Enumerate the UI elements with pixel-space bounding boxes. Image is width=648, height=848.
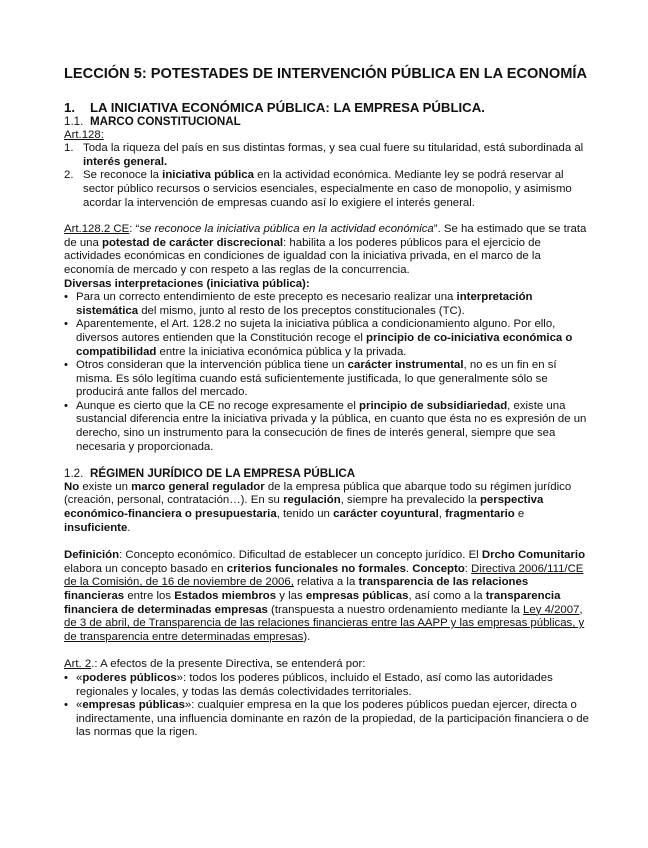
text: .: A efectos de la presente Directiva, se entenderá por: [91, 658, 366, 671]
text: . [405, 562, 413, 575]
text: : habilita a los poderes públicos para el ejercicio de actividades económicas en condiciones de igualdad con la iniciativa privada, en el marco de la economía de mercado y con respeto a las reglas de la concurrencia. [64, 236, 541, 276]
bold-text: perspectiva económico-financiera o presupuestaria [64, 494, 544, 521]
bold-text: carácter instrumental [347, 359, 464, 372]
bullet-icon: • [64, 291, 68, 304]
section-1-number: 1. [64, 100, 75, 115]
list-item [64, 318, 590, 359]
text: , así como a la [408, 590, 486, 602]
list-item [64, 400, 590, 454]
section-1-heading [64, 100, 590, 115]
text: entre los [124, 590, 175, 602]
bold-text: empresas públicas [82, 699, 185, 712]
bold-text: transparencia financiera de determinadas empresas [64, 590, 561, 616]
section-1-1-heading [64, 115, 590, 129]
art-128-list [64, 142, 590, 210]
text: , siempre ha prevalecido la [340, 494, 480, 507]
text: . [127, 521, 131, 534]
text: , [438, 508, 446, 521]
text: del mismo, junto al resto de los preceptos constitucionales (TC). [138, 304, 465, 317]
bold-text: carácter coyuntural [333, 508, 439, 521]
bold-text: criterios funcionales no formales [226, 562, 406, 575]
text: entre la iniciativa económica pública y la privada. [156, 345, 407, 358]
link-text: Directiva 2006/111/CE de la Comisión, de 16 de noviembre de 2006, [64, 562, 584, 589]
bold-text: Definición [64, 549, 120, 562]
bold-text: potestad de carácter discrecional [102, 236, 284, 249]
art-128-item-1 [64, 142, 590, 169]
art-128-item-2 [64, 169, 590, 210]
interpretations-list [64, 291, 590, 454]
text: elabora un concepto basado en [64, 562, 227, 575]
bullet-icon: • [64, 318, 68, 331]
text: « [76, 671, 83, 684]
bold-text: transparencia de las relaciones financieras [64, 576, 529, 602]
text: : “ [129, 223, 140, 236]
section-1-2-heading [64, 467, 590, 481]
bold-text: Drcho Comunitario [481, 549, 586, 562]
list-item [64, 291, 590, 318]
bold-text: empresas públicas [305, 590, 409, 602]
bold-text: principio de subsidiariedad [359, 399, 508, 412]
bullet-icon: • [64, 671, 68, 684]
item-number: 1. [64, 142, 74, 155]
bold-text: regulación [283, 494, 341, 507]
bold-text: principio de co-iniciativa económica o compatibilidad [76, 331, 573, 358]
text: : Concepto económico. Dificultad de establecer un concepto jurídico. El [119, 549, 482, 562]
link-text: Ley 4/2007, de 3 de abril, de Transparencia de las relaciones financieras entre las AAPP y las empresas públicas, y de transparencia entre determinadas empresas [64, 603, 585, 643]
link-text: Art. 2 [64, 658, 92, 671]
text: e [514, 508, 525, 521]
text: ”. Se ha estimado que se trata de una [64, 223, 587, 249]
link-text: Art.128.2 CE [64, 223, 130, 236]
list-item [64, 672, 590, 699]
text: Otros consideran que la intervención pública tiene un [76, 359, 348, 372]
definitions-list [64, 672, 590, 740]
art-2-paragraph [64, 658, 590, 672]
bold-text: No [64, 480, 80, 493]
italic-text: se reconoce la iniciativa pública en la actividad económica [139, 223, 434, 236]
bold-text: Concepto [412, 562, 465, 575]
item-bold: interés general. [83, 155, 168, 168]
text: relativa a la [293, 576, 359, 589]
art-128-label: Art.128: [64, 128, 104, 141]
text: Aunque es cierto que la CE no recoge expresamente el [76, 399, 360, 412]
text: Aparentemente, el Art. 128.2 no sujeta la iniciativa pública a condicionamiento alguno. Por ello, diversos autores entienden que la Constitución recoge el [76, 318, 556, 344]
section-1-2-title: RÉGIMEN JURÍDICO DE LA EMPRESA PÚBLICA [90, 467, 356, 481]
text: existe un [79, 480, 132, 493]
text: , existe una sustancial diferencia entre la iniciativa privada y la pública, en cuanto que ésta no es expresión de un derecho, sino un instrumento para la consecución de fines de interés general, siempre que sea necesaria y proporcionada. [76, 399, 587, 453]
list-item [64, 359, 590, 400]
bold-text: poderes públicos [82, 671, 177, 684]
section-1-1-title: MARCO CONSTITUCIONAL [90, 115, 241, 128]
text: (transpuesta a nuestro ordenamiento mediante la [267, 603, 524, 616]
item-text: Se reconoce la [83, 169, 163, 182]
text: « [76, 699, 83, 712]
text: de la empresa pública que abarque todo su régimen jurídico (creación, personal, contratación…). En su [64, 480, 572, 507]
item-text: en la actividad económica. Mediante ley se podrá reservar al sector público recursos o servicios esenciales, especialmente en caso de monopolio, y asimismo acordar la intervención de empresas cuando así lo exigiere el interés general. [83, 169, 572, 209]
text: ). [303, 630, 311, 643]
diversas-heading: Diversas interpretaciones (iniciativa pública): [64, 277, 310, 290]
text: y las [276, 590, 306, 602]
regimen-paragraph [64, 481, 590, 535]
text: Para un correcto entendimiento de este precepto es necesario realizar una [76, 291, 457, 304]
bullet-icon: • [64, 399, 68, 412]
item-number: 2. [64, 169, 74, 182]
bold-text: Estados miembros [174, 590, 277, 602]
bullet-icon: • [64, 699, 68, 712]
bold-text: fragmentario [445, 508, 515, 521]
list-item [64, 699, 590, 740]
art-128-2-paragraph [64, 223, 590, 277]
section-1-1-number: 1.1. [64, 115, 84, 128]
section-1-2-number: 1.2. [64, 467, 84, 481]
item-text: Toda la riqueza del país en sus distintas formas, y sea cual fuere su titularidad, está subordinada al [83, 142, 584, 155]
lesson-title: LECCIÓN 5: POTESTADES DE INTERVENCIÓN PÚBLICA EN LA ECONOMÍA [64, 66, 587, 82]
item-bold: iniciativa pública [162, 169, 254, 182]
text: : [464, 562, 472, 575]
section-1-title: LA INICIATIVA ECONÓMICA PÚBLICA: LA EMPRESA PÚBLICA. [90, 100, 485, 115]
text: »: todos los poderes públicos, incluido el Estado, así como las autoridades regionales y locales, y todas las demás colectividades territoriales. [76, 671, 553, 698]
text: , no es un fin en sí misma. Es sólo legítima cuando está suficientemente justificada, lo que generalmente sólo se producirá ante fallos del mercado. [76, 359, 557, 399]
text: »: cualquier empresa en la que los poderes públicos puedan ejercer, directa o indirectamente, una influencia dominante en razón de la propiedad, de la participación financiera o de las normas que la rigen. [76, 699, 589, 739]
text: , tenido un [276, 508, 334, 521]
bold-text: interpretación sistemática [76, 291, 533, 317]
bold-text: insuficiente [64, 521, 128, 534]
bold-text: marco general regulador [131, 480, 265, 493]
bullet-icon: • [64, 359, 68, 372]
definicion-paragraph [64, 549, 590, 644]
